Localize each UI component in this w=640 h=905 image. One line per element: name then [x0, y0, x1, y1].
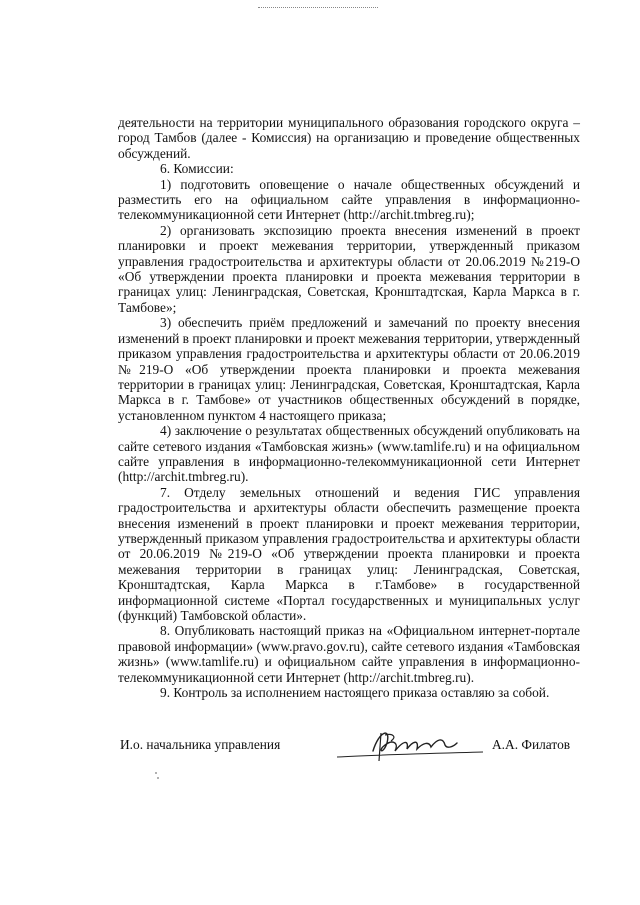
paragraph-continuation: деятельности на территории муниципального образования городского округа – город Тамбов (далее - Комиссия) на организацию и проведение общественных обсуждений.	[118, 115, 580, 161]
paragraph-subitem-3: 3) обеспечить приём предложений и замечаний по проекту внесения изменений в проект планировки и проект межевания территории, утвержденный приказом управления градостроительства и архитектуры области от 20.06.2019 №219-О «Об утверждении проекта планировки и проекта межевания территории в границах улиц: Ленинградская, Советская, Кронштадтская, Карла Маркса в г. Тамбове» от участников общественных обсуждений в порядке, установленном пунктом 4 настоящего приказа;	[118, 315, 580, 423]
signature-block	[120, 733, 590, 773]
paragraph-item-6: 6. Комиссии:	[160, 161, 234, 177]
paragraph-subitem-4: 4) заключение о результатах общественных обсуждений опубликовать на сайте сетевого издания «Тамбовская жизнь» (www.tamlife.ru) и на официальном сайте управления в информационно-телекоммуникационной сети Интернет (http://archit.tmbreg.ru).	[118, 423, 580, 485]
signatory-name: А.А. Филатов	[492, 737, 571, 752]
paragraph-item-9: 9. Контроль за исполнением настоящего приказа оставляю за собой.	[160, 685, 550, 701]
handwritten-signature	[333, 721, 503, 771]
scan-speck	[157, 777, 159, 779]
document-body	[118, 115, 580, 700]
scan-artifact	[258, 7, 378, 11]
paragraph-item-8: 8. Опубликовать настоящий приказ на «Официальном интернет-портале правовой информации» (www.pravo.gov.ru), сайте сетевого издания «Тамбовская жизнь» (www.tamlife.ru) и официальном сайте управления в информационно-телекоммуникационной сети Интернет (http://archit.tmbreg.ru).	[118, 623, 580, 685]
signatory-position: И.о. начальника управления	[120, 737, 281, 752]
paragraph-subitem-1: 1) подготовить оповещение о начале общественных обсуждений и разместить его на официальном сайте управления в информационно-телекоммуникационной сети Интернет (http://archit.tmbreg.ru);	[118, 176, 580, 223]
paragraph-subitem-2: 2) организовать экспозицию проекта внесения изменений в проект планировки и проект межевания территории, утвержденный приказом управления градостроительства и архитектуры области от 20.06.2019 №219-О «Об утверждении проекта планировки и проекта межевания территории в границах улиц: Ленинградская, Советская, Кронштадтская, Карла Маркса в г. Тамбове»;	[118, 222, 580, 315]
scan-speck	[155, 772, 157, 774]
paragraph-item-7: 7. Отделу земельных отношений и ведения ГИС управления градостроительства и архитектуры области обеспечить размещение проекта внесения изменений в проект планировки и проект межевания территории, утвержденный приказом управления градостроительства и архитектуры области от 20.06.2019 №219-О «Об утверждении проекта планировки и проекта межевания территории в границах улиц: Ленинградская, Советская, Кронштадтская, Карла Маркса в г.Тамбове» в государственной информационной системе «Портал государственных и муниципальных услуг (функций) Тамбовской области».	[118, 484, 580, 623]
